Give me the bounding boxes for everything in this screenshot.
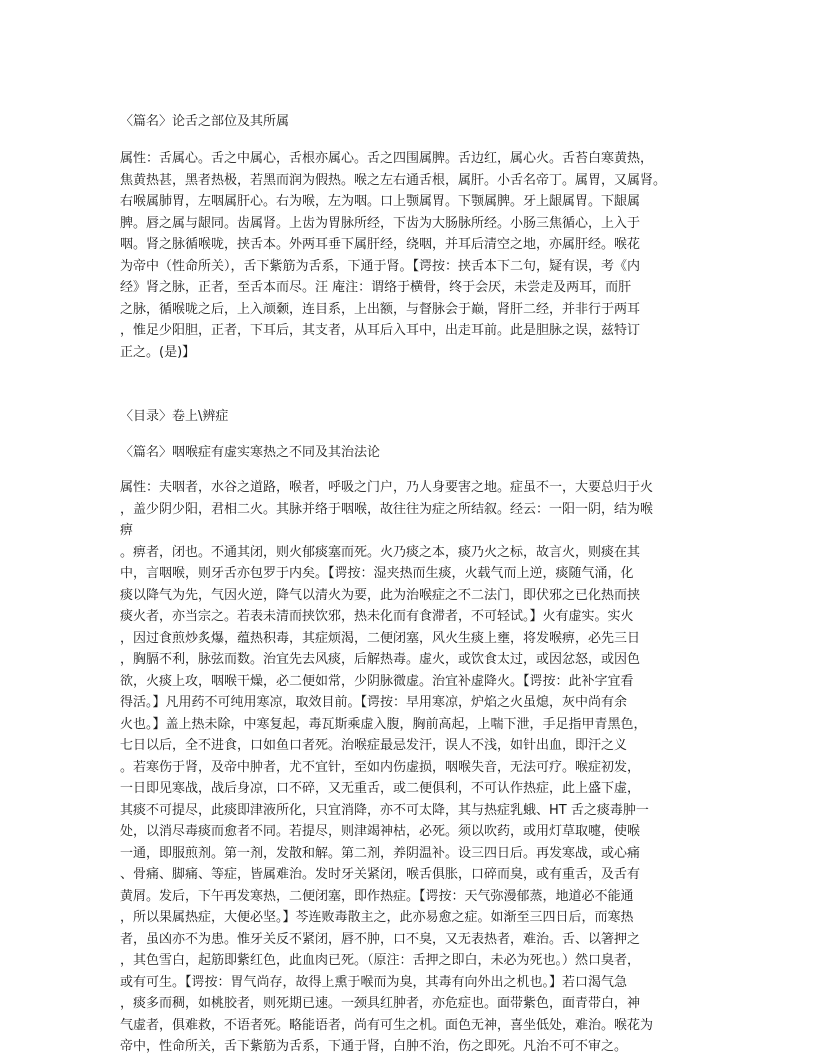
text-line: 七日以后，全不进食，口如鱼口者死。治喉症最忌发汗，误人不浅，如针出血，即汗之义 (120, 738, 628, 753)
text-line: 。若寒伤于肾，及帝中肿者，尤不宜针，至如内伤虚损，咽喉失音，无法可疗。喉症初发， (120, 759, 641, 775)
text-line: 或有可生。【谔按：胃气尚存，故得上熏于喉而为臭，其毒有向外出之机也。】若口渴气急 (120, 974, 628, 990)
text-line: 气虚者，俱难救，不语者死。略能语者，尚有可生之机。面色无神，喜坐低处，难治。喉花为 (120, 1017, 654, 1033)
text-line: ，惟足少阳胆，正者，下耳后，其支者，从耳后入耳中，出走耳前。此是胆脉之误，兹特订 (120, 323, 641, 338)
text-line: 一日即见寒战，战后身凉，口不碎，又无重舌，或二便俱利，不可认作热症，此上盛下虚， (120, 781, 641, 796)
text-line: 其痰不可提尽，此痰即津液所化，只宜消降，亦不可太降，其与热症乳蛾、HT 舌之痰毒肿一 (120, 802, 649, 818)
text-line: 黄屑。发后，下午再发寒热，二便闭塞，即作热症。【谔按：天气弥漫郁蒸，地道必不能通 (120, 888, 634, 904)
text-line: 之脉，循喉咙之后，上入颃颡，连目系，上出额，与督脉会于巅，肾肝二经，并非行于两耳 (120, 301, 641, 317)
text-line: 。痹者，闭也。不通其闭，则火郁痰塞而死。火乃痰之本，痰乃火之标，故言火，则痰在其 (120, 544, 641, 560)
text-line: 咽。肾之脉循喉咙，挟舌本。外两耳垂下属肝经，绕咽，并耳后清空之地，亦属肝经。喉花 (120, 237, 641, 252)
text-line: 欲，火痰上攻，咽喉干燥，必二便如常，少阴脉微虚。治宜补虚降火。【谔按：此补字宜看 (120, 673, 634, 689)
text-line: ，因过食煎炒炙爆，蕴热积毒，其症烦渴，二便闭塞，风火生痰上壅，将发喉痹，必先三日 (120, 630, 641, 646)
text-line: ，所以果属热症，大便必坚。】芩连败毒散主之，此亦易愈之症。如渐至三四日后，而寒热 (120, 910, 634, 925)
text-line: 经》肾之脉，正者，至舌本而尽。汪 庵注：谓络于横骨，终于会厌，未尝走及两耳，而肝 (120, 280, 632, 295)
text-line: 中，言咽喉，则牙舌亦包罗于内矣。【谔按：湿夹热而生痰，火载气而上逆，痰随气涌，化 (120, 566, 634, 581)
text-line: 得活。】凡用药不可纯用寒凉，取效目前。【谔按：早用寒凉，炉焰之火虽熄，灰中尚有余 (120, 695, 628, 710)
text-line: 焦黄热甚，黑者热极，若黑而润为假热。喉之左右通舌根，属肝。小舌名帝丁。属胃，又属肾。 (120, 172, 667, 188)
section-body-throat (120, 477, 700, 1058)
text-line: 处，以消尽毒痰而愈者不同。若提尽，则津竭神枯，必死。须以吹药，或用灯草取嚏，使喉 (120, 824, 641, 839)
text-line: 为帝中（性命所关），舌下紫筋为舌系，下通于肾。【谔按：挟舌本下二句，疑有误，考《内 (120, 258, 641, 274)
text-line: 一通，即服煎剂。第一剂，发散和解。第二剂，养阴温补。设三四日后。再发寒战，或心痛 (120, 845, 641, 861)
text-line: 属性：夫咽者，水谷之道路，喉者，呼吸之门户，乃人身要害之地。症虽不一，大要总归于火 (120, 480, 654, 495)
section-title-throat: 〈篇名〉咽喉症有虚实寒热之不同及其治法论 (120, 445, 381, 460)
text-line: ，其色雪白，起筋即紫红色，此血肉已死。（原注：舌押之即白，未必为死也。）然口臭者， (120, 953, 641, 968)
text-line: ，痰多而稠，如桃胶者，则死期已速。一颈具红肿者，亦危症也。面带紫色，面青带白，神 (120, 996, 641, 1011)
section-body-tongue (120, 148, 700, 363)
text-line: 右喉属肺胃，左咽属肝心。右为喉，左为咽。口上颚属胃。下颚属脾。牙上龈属胃。下龈属 (120, 194, 641, 209)
text-line: 、骨痛、脚痛、等症，皆属难治。发时牙关紧闭，喉舌俱胀，口碎而臭，或有重舌，及舌有 (120, 867, 641, 882)
text-line: 火也。】盖上热未除，中寒复起，毒瓦斯乘虚入腹，胸前高起，上喘下泄，手足指甲青黑色， (120, 716, 647, 732)
text-line: ，胸膈不利，脉弦而数。治宜先去风痰，后解热毒。虚火，或饮食太过，或因忿怒，或因色 (120, 652, 641, 667)
catalog-heading: 〈目录〉卷上\辨症 (120, 409, 229, 424)
text-line: 属性：舌属心。舌之中属心，舌根亦属心。舌之四围属脾。舌边红，属心火。舌苔白寒黄热， (120, 151, 654, 166)
text-line: 帝中，性命所关，舌下紫筋为舌系，下通于肾，白肿不治，伤之即死。凡治不可不审之。 (120, 1039, 628, 1054)
section-title-tongue: 〈篇名〉论舌之部位及其所属 (120, 114, 290, 129)
text-line: 者，虽凶亦不为患。惟牙关反不紧闭，唇不肿，口不臭，又无表热者，难治。舌、以箸押之 (120, 931, 641, 947)
text-line: 脾。唇之属与龈同。齿属肾。上齿为胃脉所经，下齿为大肠脉所经。小肠三焦循心，上入于 (120, 215, 641, 231)
text-line: 痹 (120, 523, 134, 538)
text-line: 痰火者，亦当宗之。若表未清而挟饮邪，热未化而有食滞者，不可轻试。】火有虚实。实火 (120, 609, 634, 624)
text-line: 痰以降气为先，气因火逆，降气以清火为要，此为治喉症之不二法门，即伏邪之已化热而挟 (120, 587, 641, 603)
document-page (120, 112, 700, 1058)
text-line: ，盖少阴少阳，君相二火。其脉并络于咽喉，故往往为症之所结叙。经云：一阳一阴，结为喉 (120, 501, 654, 517)
text-line: 正之。(是)】 (120, 344, 196, 360)
